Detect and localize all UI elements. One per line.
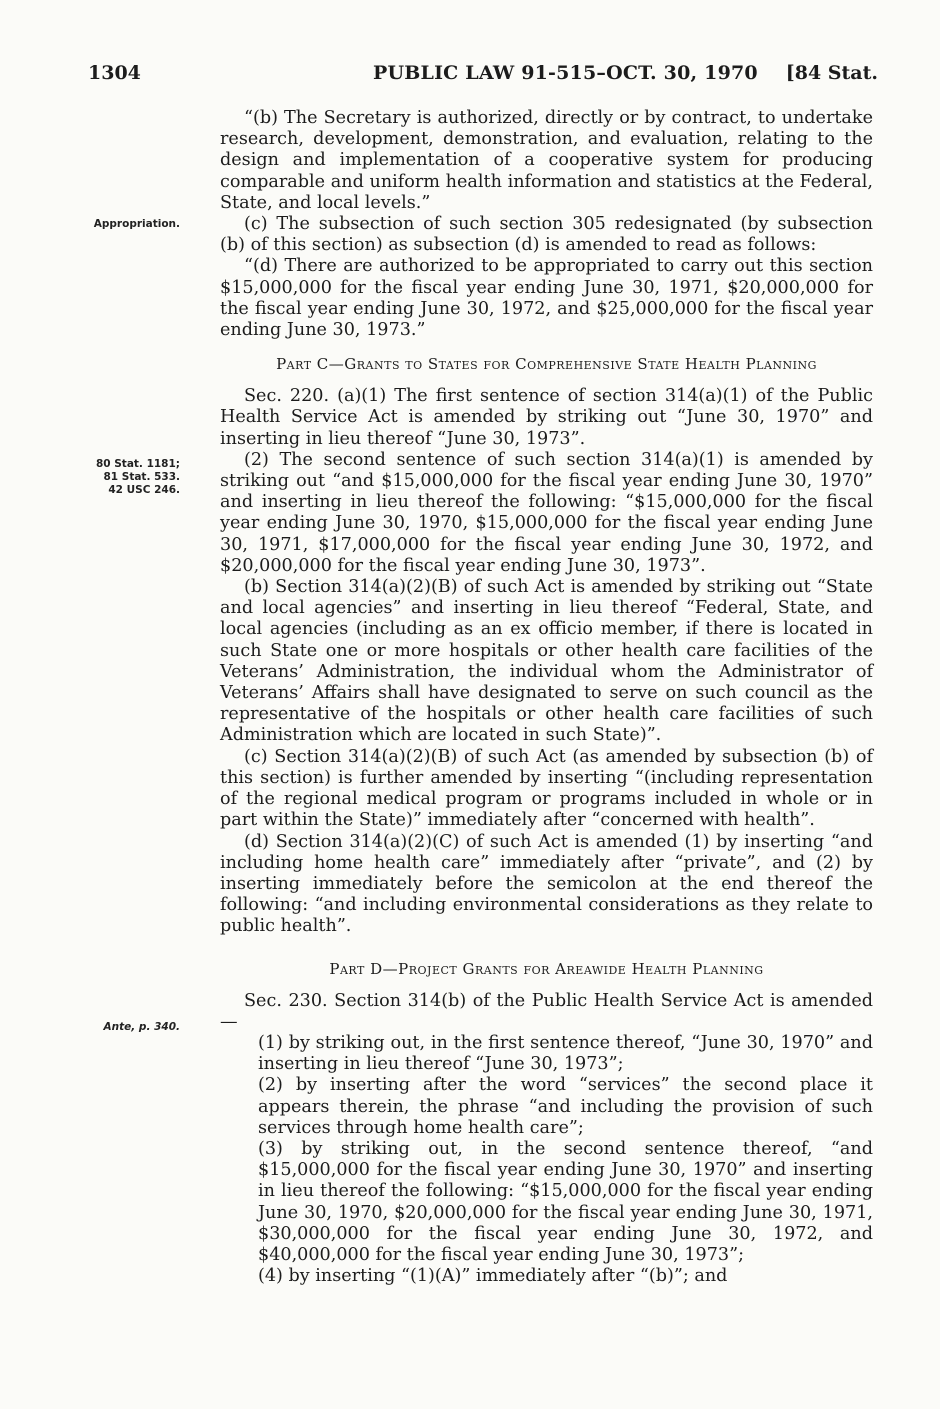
section-220-b: (b) Section 314(a)(2)(B) of such Act is amended by striking out “State and local agencies” and inserting in lieu thereof “Federal, State, and local agencies (including as an ex officio member, if there is located in such State one or more hospitals or other health care facilities of the Veterans’ Administration, the individual whom the Administrator of Veterans’ Affairs shall have designated to serve on such council as the representative of the hospitals or other health care facilities of such Administration which are located in such State)”. xyxy=(220,577,873,746)
page-title: PUBLIC LAW 91-515–OCT. 30, 1970 xyxy=(373,62,758,84)
paragraph-c-subsection: (c) The subsection of such section 305 redesignated (by subsection (b) of this section) as subsection (d) is amended to read as follows: xyxy=(220,214,873,256)
section-230-item-2: (2) by inserting after the word “services” the second place it appears therein, the phrase “and including the provision of such services through home health care”; xyxy=(258,1075,873,1138)
part-d-heading: Part D—Project Grants for Areawide Health Planning xyxy=(329,959,764,978)
paragraph-b-research: “(b) The Secretary is authorized, directly or by contract, to undertake research, development, demonstration, and evaluation, relating to the design and implementation of a cooperative system for producing comparable and uniform health information and statistics at the Federal, State, and local levels.” xyxy=(220,108,873,213)
margin-note-statute-citations: 80 Stat. 1181; 81 Stat. 533. 42 USC 246. xyxy=(95,458,180,496)
paragraph-d-appropriation: “(d) There are authorized to be appropriated to carry out this section $15,000,000 for the fiscal year ending June 30, 1971, $20,000,000 for the fiscal year ending June 30, 1972, and $25,000,000 for the fiscal year ending June 30, 1973.” xyxy=(220,256,873,341)
margin-note-appropriation: Appropriation. xyxy=(93,218,180,230)
section-230-item-1: (1) by striking out, in the first sentence thereof, “June 30, 1970” and inserting in lieu thereof “June 30, 1973”; xyxy=(258,1032,873,1075)
margin-note-ante: Ante, p. 340. xyxy=(103,1021,180,1033)
section-220-d: (d) Section 314(a)(2)(C) of such Act is amended (1) by inserting “and including home health care” immediately after “private”, and (2) by inserting immediately before the semicolon at the end thereof the following: “and including environmental considerations as they relate to public health”. xyxy=(220,831,873,937)
body-text xyxy=(220,108,873,1287)
section-220-a1: Sec. 220. (a)(1) The first sentence of section 314(a)(1) of the Public Health Service Act is amended by striking out “June 30, 1970” and inserting in lieu thereof “June 30, 1973”. xyxy=(220,386,873,449)
part-c-heading: Part C—Grants to States for Comprehensive State Health Planning xyxy=(276,355,817,374)
section-230-item-3: (3) by striking out, in the second sentence thereof, “and $15,000,000 for the fiscal year ending June 30, 1970” and inserting in lieu thereof the following: “$15,000,000 for the fiscal year ending June 30, 1970, $20,000,000 for the fiscal year ending June 30, 1971, $30,000,000 for the fiscal year ending June 30, 1972, and $40,000,000 for the fiscal year ending June 30, 1973”; xyxy=(258,1138,873,1265)
section-230-intro: Sec. 230. Section 314(b) of the Public Health Service Act is amended— xyxy=(220,990,873,1032)
section-220-a2: (2) The second sentence of such section 314(a)(1) is amended by striking out “and $15,000,000 for the fiscal year ending June 30, 1970” and inserting in lieu thereof the following: “$15,000,000 for the fiscal year ending June 30, 1970, $15,000,000 for the fiscal year ending June 30, 1971, $17,000,000 for the fiscal year ending June 30, 1972, and $20,000,000 for the fiscal year ending June 30, 1973”. xyxy=(220,449,873,576)
statute-reference: [84 Stat. xyxy=(785,62,878,84)
section-220-c: (c) Section 314(a)(2)(B) of such Act (as amended by subsection (b) of this section) is further amended by inserting “(including representation of the regional medical program or programs included in whole or in part within the State)” immediately after “concerned with health”. xyxy=(220,746,873,831)
page-number: 1304 xyxy=(88,62,141,84)
section-230-item-4: (4) by inserting “(1)(A)” immediately after “(b)”; and xyxy=(258,1266,728,1287)
running-header xyxy=(88,62,878,86)
